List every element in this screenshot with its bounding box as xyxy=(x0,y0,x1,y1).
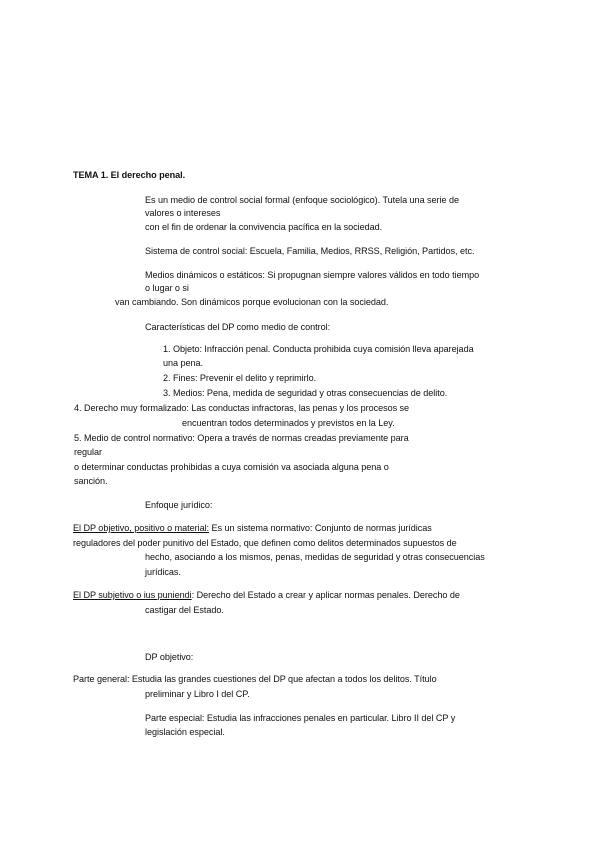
dp-objetivo-definition xyxy=(73,522,432,534)
dp-objetivo-heading: DP objetivo: xyxy=(145,652,194,662)
list-item-5-cont-3: sanción. xyxy=(74,476,108,486)
list-item-1-cont: una pena. xyxy=(163,358,204,368)
list-item-5-cont-2: o determinar conductas prohibidas a cuya comisión va asociada alguna pena o xyxy=(74,462,389,472)
dp-subjetivo-definition xyxy=(73,589,460,601)
parte-especial-line-2: legislación especial. xyxy=(145,727,225,737)
parte-general-line-1: Parte general: Estudia las grandes cuestiones del DP que afectan a todos los delitos. Título xyxy=(73,674,437,684)
list-item-5: 5. Medio de control normativo: Opera a través de normas creadas previamente para xyxy=(74,433,409,443)
dp-objetivo-text: Es un sistema normativo: Conjunto de normas jurídicas xyxy=(209,523,432,533)
list-item-3: 3. Medios: Pena, medida de seguridad y otras consecuencias de delito. xyxy=(163,388,448,398)
parte-especial-line-1: Parte especial: Estudia las infracciones penales en particular. Libro II del CP y xyxy=(145,713,456,723)
dp-objetivo-line-3: hecho, asociando a los mismos, penas, medidas de seguridad y otras consecuencias xyxy=(145,552,485,562)
list-item-2: 2. Fines: Prevenir el delito y reprimirlo. xyxy=(163,373,317,383)
list-item-4-cont: encuentran todos determinados y previstos en la Ley. xyxy=(182,418,395,428)
medios-line-3: van cambiando. Son dinámicos porque evolucionan con la sociedad. xyxy=(115,297,389,307)
medios-line-2: o lugar o si xyxy=(145,283,189,293)
list-item-5-cont-1: regular xyxy=(74,447,102,457)
parte-general-line-2: preliminar y Libro I del CP. xyxy=(145,689,250,699)
sistema-control-social: Sistema de control social: Escuela, Familia, Medios, RRSS, Religión, Partidos, etc. xyxy=(145,246,475,256)
list-item-1: 1. Objeto: Infracción penal. Conducta prohibida cuya comisión lleva aparejada xyxy=(163,344,474,354)
caracteristicas-heading: Características del DP como medio de control: xyxy=(145,322,331,332)
dp-objetivo-line-4: jurídicas. xyxy=(145,567,181,577)
enfoque-juridico-heading: Enfoque jurídico: xyxy=(145,500,213,510)
dp-subjetivo-term: El DP subjetivo o ius puniendi xyxy=(73,590,192,600)
dp-objetivo-line-2: reguladores del poder punitivo del Estado, que definen como delitos determinados supuestos de xyxy=(73,538,457,548)
dp-objetivo-term: El DP objetivo, positivo o material: xyxy=(73,523,210,533)
list-item-4: 4. Derecho muy formalizado: Las conductas infractoras, las penas y los procesos se xyxy=(74,403,410,413)
document-title: TEMA 1. El derecho penal. xyxy=(73,170,186,180)
dp-subjetivo-text: : Derecho del Estado a crear y aplicar normas penales. Derecho de xyxy=(191,590,460,600)
intro-line-2: valores o intereses xyxy=(145,208,221,218)
medios-line-1: Medios dinámicos o estáticos: Si propugnan siempre valores válidos en todo tiempo xyxy=(145,270,480,280)
dp-subjetivo-line-2: castigar del Estado. xyxy=(145,605,224,615)
intro-line-1: Es un medio de control social formal (enfoque sociológico). Tutela una serie de xyxy=(145,195,460,205)
intro-line-3: con el fin de ordenar la convivencia pacífica en la sociedad. xyxy=(145,222,383,232)
